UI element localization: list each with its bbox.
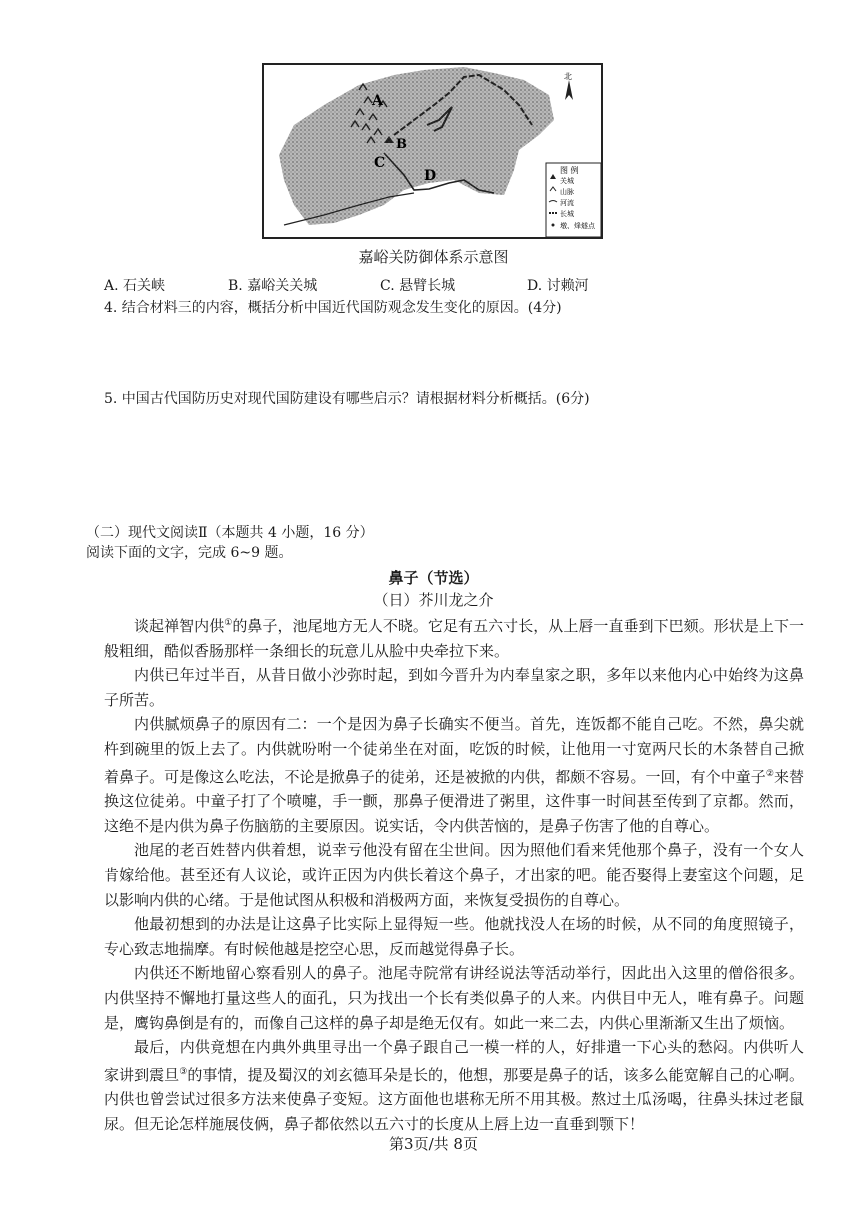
- legend-item-wall: 长城: [560, 210, 574, 218]
- svg-text:北: 北: [564, 72, 572, 81]
- legend-box: [546, 163, 601, 237]
- paragraph-7: 最后，内供竟想在内典外典里寻出一个鼻子跟自己一模一样的人，好排遣一下心头的愁闷。内供听人家讲到震旦③的事情，提及蜀汉的刘玄德耳朵是长的，他想，那要是鼻子的话，该多么能宽解自己的心啊。内供也曾尝试过很多方法来使鼻子变短。这方面他也堪称无所不用其极。熬过土瓜汤喝，往鼻头抹过老鼠尿。但无论怎样施展伎俩，鼻子都依然以五六寸的长度从上唇上边一直垂到颚下！: [104, 1038, 804, 1133]
- paragraph-2: 内供已年过半百，从昔日做小沙弥时起，到如今晋升为内奉皇家之职，多年以来他内心中始终为这鼻子所苦。: [104, 666, 804, 709]
- terrain-region: [279, 67, 554, 225]
- option-d: D. 讨赖河: [527, 278, 589, 294]
- map-letter-d: D: [424, 168, 437, 184]
- article-title: 鼻子（节选）: [388, 569, 479, 587]
- paragraph-6: 内供还不断地留心察看别人的鼻子。池尾寺院常有讲经说法等活动举行，因此出入这里的僧俗很多。内供坚持不懈地打量这些人的面孔，只为找出一个长有类似鼻子的人来。内供目中无人，唯有鼻子。问题是，鹰钩鼻倒是有的，而像自己这样的鼻子却是绝无仅有。如此一来二去，内供心里渐渐又生出了烦恼。: [104, 964, 804, 1032]
- legend-title: 图 例: [560, 166, 579, 175]
- map-letter-c: C: [374, 155, 386, 171]
- question-5: 5. 中国古代国防历史对现代国防建设有哪些启示？请根据材料分析概括。(6分): [104, 391, 590, 407]
- legend-item-beacon: 墩、烽燧点: [560, 222, 595, 230]
- option-b: B. 嘉峪关关城: [228, 278, 318, 294]
- north-arrow-icon: [564, 71, 573, 100]
- defense-system-map: [262, 63, 603, 239]
- question-4: 4. 结合材料三的内容，概括分析中国近代国防观念发生变化的原因。(4分): [104, 300, 562, 316]
- option-a: A. 石关峡: [104, 278, 166, 294]
- legend-item-mountain: 山脉: [560, 188, 574, 196]
- paragraph-3: 内供腻烦鼻子的原因有二：一个是因为鼻子长确实不便当。首先，连饭都不能自己吃。不然，鼻尖就杵到碗里的饭上去了。内供就吩咐一个徒弟坐在对面，吃饭的时候，让他用一寸宽两尺长的木条替自己掀着鼻子。可是像这么吃法，不论是掀鼻子的徒弟，还是被掀的内供，都颇不容易。一回，有个中童子②来替换这位徒弟。中童子打了个喷嚏，手一颤，那鼻子便滑进了粥里，这件事一时间甚至传到了京都。然而，这绝不是内供为鼻子伤脑筋的主要原因。说实话，令内供苦恼的，是鼻子伤害了他的自尊心。: [104, 715, 804, 835]
- footnote-marker-1: ①: [224, 618, 233, 628]
- map-letter-b: B: [396, 137, 407, 152]
- section-instruction: 阅读下面的文字，完成 6~9 题。: [86, 545, 293, 561]
- paragraph-1: 谈起禅智内供①的鼻子，池尾地方无人不晓。它足有五六寸长，从上唇一直垂到下巴颏。形状是上下一般粗细，酷似香肠那样一条细长的玩意儿从脸中央牵拉下来。: [104, 617, 804, 660]
- map-caption: 嘉峪关防御体系示意图: [358, 248, 509, 266]
- legend-item-river: 河流: [560, 199, 574, 207]
- page-footer: 第3页/共 8页: [389, 1135, 478, 1153]
- article-author: （日）芥川龙之介: [373, 591, 494, 609]
- map-letter-a: A: [372, 93, 383, 109]
- option-c: C. 悬臂长城: [380, 278, 456, 294]
- legend-item-pass: 关城: [560, 177, 574, 185]
- section-header: （二）现代文阅读Ⅱ（本题共 4 小题，16 分）: [86, 525, 374, 541]
- map-drawing: [264, 65, 601, 237]
- footnote-marker-3: ③: [179, 1066, 188, 1077]
- paragraph-4: 池尾的老百姓替内供着想，说幸亏他没有留在尘世间。因为照他们看来凭他那个鼻子，没有一个女人肯嫁给他。甚至还有人议论，或许正因为内供长着这个鼻子，才出家的吧。能否娶得上妻室这个问题，足以影响内供的心绪。于是他试图从积极和消极两方面，来恢复受损伤的自尊心。: [104, 841, 804, 909]
- footnote-marker-2: ②: [765, 768, 774, 779]
- article-body: [104, 611, 804, 1136]
- paragraph-5: 他最初想到的办法是让这鼻子比实际上显得短一些。他就找没人在场的时候，从不同的角度照镜子，专心致志地揣摩。有时候他越是挖空心思，反而越觉得鼻子长。: [104, 915, 804, 958]
